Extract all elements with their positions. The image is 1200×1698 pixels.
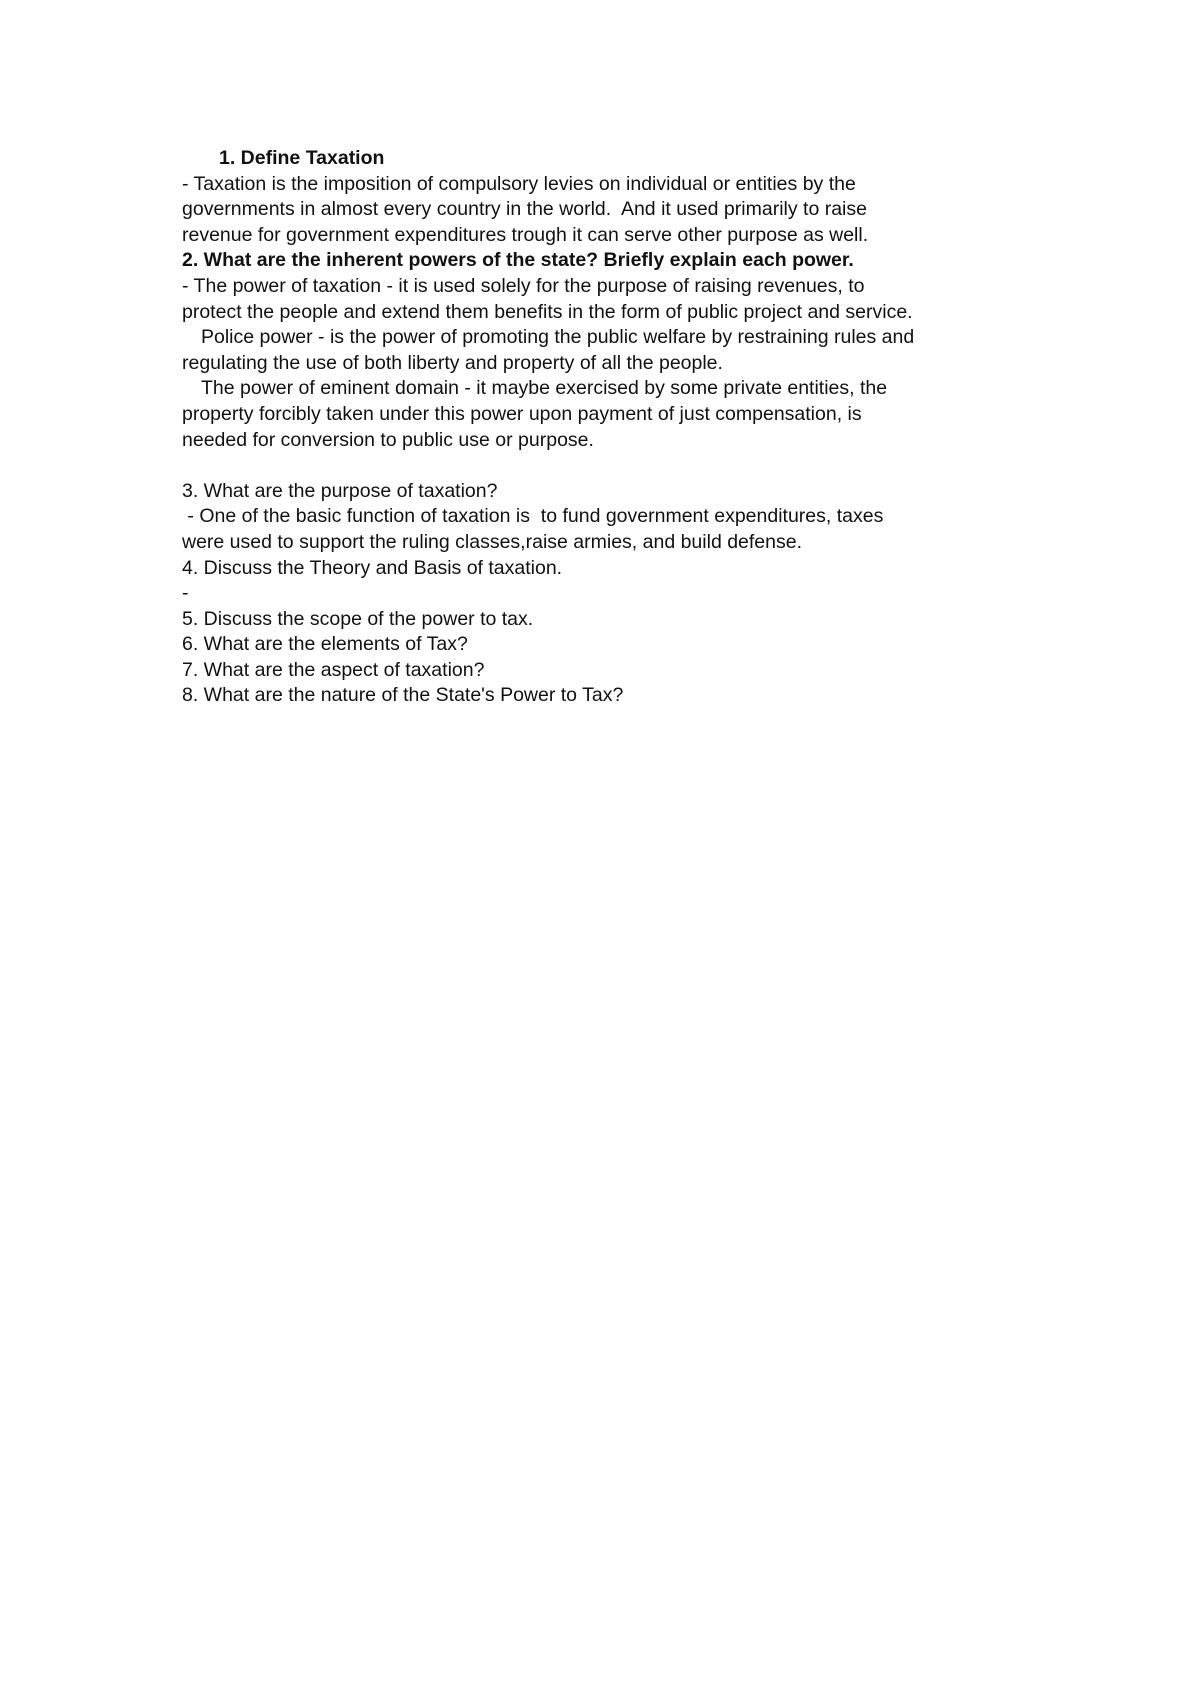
question-4-answer: - (182, 582, 189, 605)
question-2-heading: 2. What are the inherent powers of the state? Briefly explain each power. (182, 249, 854, 272)
document-body (182, 146, 1082, 709)
question-3-answer-line-2: were used to support the ruling classes,raise armies, and build defense. (182, 530, 803, 553)
police-power-line-2: regulating the use of both liberty and property of all the people. (182, 351, 723, 374)
question-1-answer-line-1: - Taxation is the imposition of compulsory levies on individual or entities by the (182, 172, 856, 195)
paragraph-spacer (182, 453, 1082, 479)
question-8-heading: 8. What are the nature of the State's Power to Tax? (182, 684, 624, 707)
taxation-power-line-1: - The power of taxation - it is used solely for the purpose of raising revenues, to (182, 274, 865, 297)
eminent-domain-line-3: needed for conversion to public use or purpose. (182, 428, 594, 451)
question-6-heading: 6. What are the elements of Tax? (182, 633, 468, 656)
question-1-answer-line-3: revenue for government expenditures trough it can serve other purpose as well. (182, 223, 869, 246)
question-1-answer-line-2: governments in almost every country in the world. And it used primarily to raise (182, 198, 867, 221)
question-1-heading: 1. Define Taxation (219, 147, 385, 169)
eminent-domain-line-1: The power of eminent domain - it maybe exercised by some private entities, the (201, 377, 888, 400)
taxation-power-line-2: protect the people and extend them benefits in the form of public project and service. (182, 300, 913, 323)
question-4-heading: 4. Discuss the Theory and Basis of taxation. (182, 556, 563, 579)
question-7-heading: 7. What are the aspect of taxation? (182, 658, 485, 681)
question-3-heading: 3. What are the purpose of taxation? (182, 479, 498, 502)
question-3-answer-line-1: - One of the basic function of taxation is to fund government expenditures, taxes (182, 505, 884, 528)
eminent-domain-line-2: property forcibly taken under this power upon payment of just compensation, is (182, 402, 862, 425)
police-power-line-1: Police power - is the power of promoting the public welfare by restraining rules and (201, 326, 915, 349)
question-5-heading: 5. Discuss the scope of the power to tax. (182, 607, 534, 630)
